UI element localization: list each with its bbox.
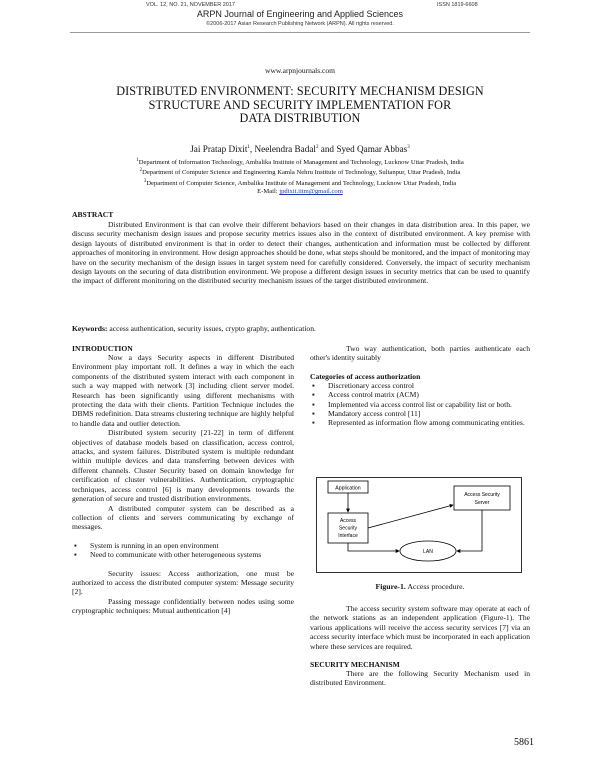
- issn: ISSN 1819-6608: [437, 2, 478, 8]
- email-line: E-Mail: jpdixit.iitm@gmail.com: [257, 188, 343, 196]
- security-mechanism-paragraph: There are the following Security Mechanism used in distributed Environment.: [310, 669, 530, 688]
- copyright: ©2006-2017 Asian Research Publishing Network (ARPN). All rights reserved.: [206, 21, 394, 27]
- author-sep: ,: [249, 144, 255, 154]
- figure-caption: [310, 582, 530, 591]
- intro-paragraph: Now a days Security aspects in different Distributed Environment play important roll. It defines a way in which the each components of the distributed system interact with each component in such a way mapped with network [3] including client server model. Research has been significantly using different mechanisms with protecting the data with their clients. Partition Technique includes the DBMS redefinition. Data streams clustering technique are highly helpful to handle data and outlier detection.: [72, 353, 294, 428]
- interface-to-server-arrow: [368, 505, 453, 528]
- author-name: Jai Pratap Dixit: [190, 144, 248, 154]
- list-item: ▪ Need to communicate with other heterogeneous systems: [74, 550, 262, 560]
- interface-label-1: Access: [339, 518, 357, 524]
- affiliation: $^2$Department of Computer Science and Engineering Kamla Nehru Institute of Technology, Sultanpur, Uttar Pradesh, India: [139, 168, 461, 177]
- categories-heading: Categories of access authorization: [310, 371, 421, 381]
- title-line: DISTRIBUTED ENVIRONMENT: SECURITY MECHANISM DESIGN: [116, 84, 484, 98]
- volume-info: VOL. 12, NO. 21, NOVEMBER 2017: [146, 2, 235, 8]
- title-line: STRUCTURE AND SECURITY IMPLEMENTATION FOR: [148, 97, 452, 112]
- list-item: ▪ Access control matrix (ACM): [312, 390, 419, 400]
- left-column: [72, 344, 294, 616]
- list-item: ▪ System is running in an open environment: [74, 540, 219, 550]
- list-item: ▪ Implemented via access control list or capability list or both.: [312, 399, 512, 409]
- author-name: Syed Qamar Abbas: [336, 144, 408, 154]
- title-line: DATA DISTRIBUTION: [239, 111, 361, 125]
- lan-label: LAN: [423, 549, 433, 555]
- right-column: [310, 344, 530, 428]
- affiliation: $^1$Department of Information Technology, Ambalika Institute of Management and Technology, Lucknow Uttar Pradesh, India: [136, 158, 464, 167]
- right-column-lower: [310, 604, 530, 688]
- list-item: ▪ Mandatory access control [11]: [312, 409, 421, 419]
- abstract-heading: ABSTRACT: [72, 210, 114, 219]
- interface-label-2: Security: [338, 525, 358, 532]
- intro-paragraph: A distributed computer system can be described as a collection of clients and servers communicating by exchange of messages.: [72, 503, 294, 532]
- affiliation: $^3$Department of Computer Science, Ambalika Institute of Management and Technology, Lucknow Uttar Pradesh, India: [143, 178, 457, 187]
- access-procedure-figure: [316, 477, 522, 573]
- email-link[interactable]: jpdixit.iitm@gmail.com: [279, 188, 343, 196]
- categories-list: [310, 381, 530, 428]
- page-number: 5861: [514, 737, 534, 748]
- author-name: Neelendra Badal: [254, 144, 316, 154]
- message-passing-paragraph: Passing message confidentially between nodes using some cryptographic techniques: Mutual authentication [4]: [72, 596, 294, 616]
- affiliations: [0, 157, 600, 196]
- figure-caption-text: Access procedure.: [405, 582, 465, 591]
- security-mechanism-heading: SECURITY MECHANISM: [310, 660, 400, 670]
- list-item: ▪ Discretionary access control: [312, 380, 415, 390]
- server-label-1: Access Security: [464, 492, 500, 498]
- keywords-text: access authentication, security issues, crypto graphy, authentication.: [107, 324, 316, 333]
- journal-url: www.arpnjournals.com: [265, 66, 335, 75]
- server-to-lan-arrow: [457, 510, 482, 551]
- server-label-2: Server: [474, 500, 490, 506]
- header-rule: [70, 32, 530, 33]
- author-sup: 2: [315, 144, 319, 150]
- security-issues-paragraph: Security issues: Access authorization, one must be authorized to access the distributed computer system: Message security [2].: [72, 568, 294, 597]
- keywords: [72, 324, 530, 333]
- figure-label: Figure-1.: [375, 582, 406, 591]
- two-way-paragraph: Two way authentication, both parties authenticate each other's identity suitably: [310, 344, 530, 363]
- author-sup: 1: [247, 144, 250, 150]
- journal-name: ARPN Journal of Engineering and Applied Sciences: [196, 9, 404, 19]
- paper-title: [60, 85, 540, 126]
- env-bullet-list: [72, 541, 294, 560]
- server-box: [454, 486, 510, 510]
- author-sep: and: [318, 144, 337, 154]
- keywords-label: Keywords:: [72, 324, 108, 333]
- intro-heading: INTRODUCTION: [72, 344, 133, 353]
- access-system-paragraph: The access security system software may operate at each of the network stations as an independent application (Figure-1). The various applications will receive the access security services [7] via an access security interface which must be incorporated in each application where these services are required.: [310, 604, 530, 651]
- author-sup: 3: [407, 144, 410, 150]
- author-list: [0, 144, 600, 154]
- list-item: ▪ Represented as information flow among communicating entities.: [312, 418, 525, 428]
- application-label: Application: [335, 485, 361, 492]
- interface-label-3: Interface: [338, 533, 358, 539]
- abstract-text: Distributed Environment is that can evolve their different behaviors based on their changes in data distribution area. In this paper, we discuss security mechanism design issues and propose security metrics issues also in the context of distributed environment. A key premise with design layouts of distributed environment is that in order to detect their changes, authentication and information must be collected by different approaches of monitoring in environment. How design approaches should be done, what steps should be monitored, and the impact of monitoring may have on the security mechanism of the design issues in target system need for carefully considered. Conversely, the impact of security mechanism design layouts on the securing of data distribution environment. We propose a different design issues in security metrics that can be used to quantify the impact of different monitoring on the distributed security mechanism issues of the target distributed environment.: [72, 220, 530, 286]
- intro-paragraph: Distributed system security [21-22] in term of different objectives of database models based on classification, access control, attacks, and system failures. Distributed system is multiple redundant within multiple devices and data transferring between devices with different channels. Cluster Security based on domain knowledge for certification of cluster vulnerabilities. Authentication, cryptographic techniques, access control [6] is many developments towards the generation of secure and trusted distribution environments.: [72, 428, 294, 504]
- interface-to-lan-arrow: [348, 543, 399, 551]
